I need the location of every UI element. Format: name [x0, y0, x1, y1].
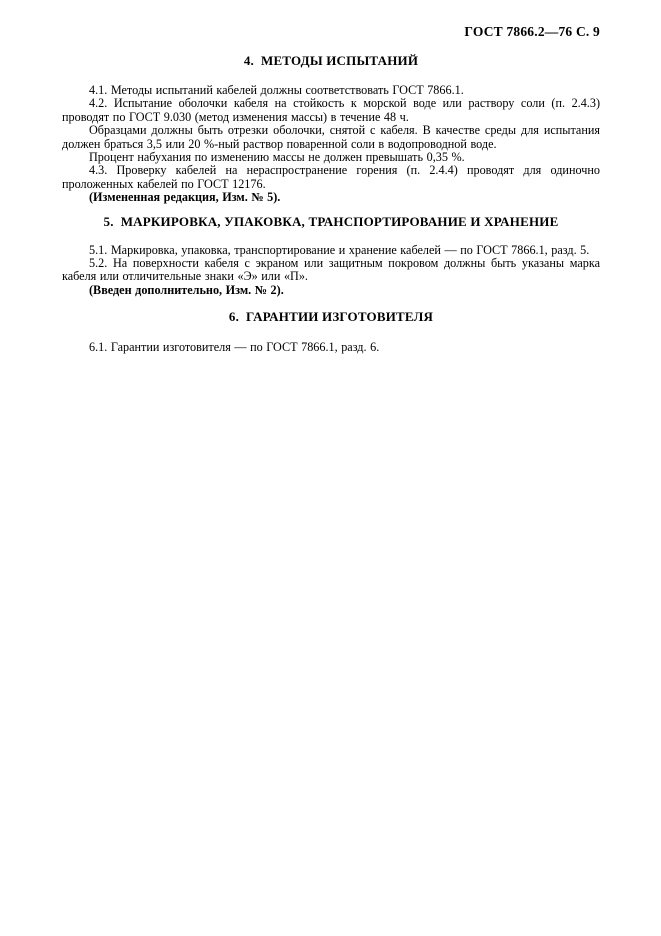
- section-marking-packing: [62, 214, 600, 298]
- paragraph: 6.1. Гарантии изготовителя — по ГОСТ 7866.1, разд. 6.: [89, 340, 380, 355]
- section-title-text: ГАРАНТИИ ИЗГОТОВИТЕЛЯ: [246, 309, 434, 325]
- section-number: 5.: [103, 213, 114, 229]
- paragraph: 4.3. Проверку кабелей на нераспространение горения (п. 2.4.4) проводят для одиночно проложенных кабелей по ГОСТ 12176.: [62, 163, 600, 191]
- section-title: [62, 214, 600, 229]
- section-title: [62, 53, 600, 68]
- section-test-methods: [62, 53, 600, 205]
- paragraph: Процент набухания по изменению массы не должен превышать 0,35 %.: [89, 150, 465, 165]
- page-header-reference: ГОСТ 7866.2—76 С. 9: [464, 24, 600, 39]
- section-number: 4.: [243, 53, 254, 68]
- amendment-note: (Измененная редакция, Изм. № 5).: [89, 190, 281, 205]
- section-manufacturer-warranty: [62, 309, 600, 354]
- paragraph: 5.1. Маркировка, упаковка, транспортирование и хранение кабелей — по ГОСТ 7866.1, разд. 5.: [89, 242, 590, 257]
- section-number: 6.: [228, 309, 240, 325]
- section-body: [62, 244, 600, 298]
- section-title-text: МАРКИРОВКА, УПАКОВКА, ТРАНСПОРТИРОВАНИЕ И ХРАНЕНИЕ: [120, 213, 559, 229]
- paragraph: 5.2. На поверхности кабеля с экраном или защитным покровом должны быть указаны марка кабеля или отличительные знаки «Э» или «П».: [62, 256, 600, 284]
- paragraph: 4.1. Методы испытаний кабелей должны соответствовать ГОСТ 7866.1.: [89, 83, 464, 97]
- section-body: [62, 341, 600, 354]
- paragraph: Образцами должны быть отрезки оболочки, снятой с кабеля. В качестве среды для испытания должен браться 3,5 или 20 %-ный раствор поваренной соли в водопроводной воде.: [62, 123, 600, 151]
- section-title: [62, 309, 600, 324]
- section-body: [62, 84, 600, 205]
- section-title-text: МЕТОДЫ ИСПЫТАНИЙ: [260, 53, 419, 68]
- amendment-note: (Введен дополнительно, Изм. № 2).: [89, 282, 284, 297]
- paragraph: 4.2. Испытание оболочки кабеля на стойкость к морской воде или раствору соли (п. 2.4.3) проводят по ГОСТ 9.030 (метод изменения массы) в течение 48 ч.: [62, 96, 600, 124]
